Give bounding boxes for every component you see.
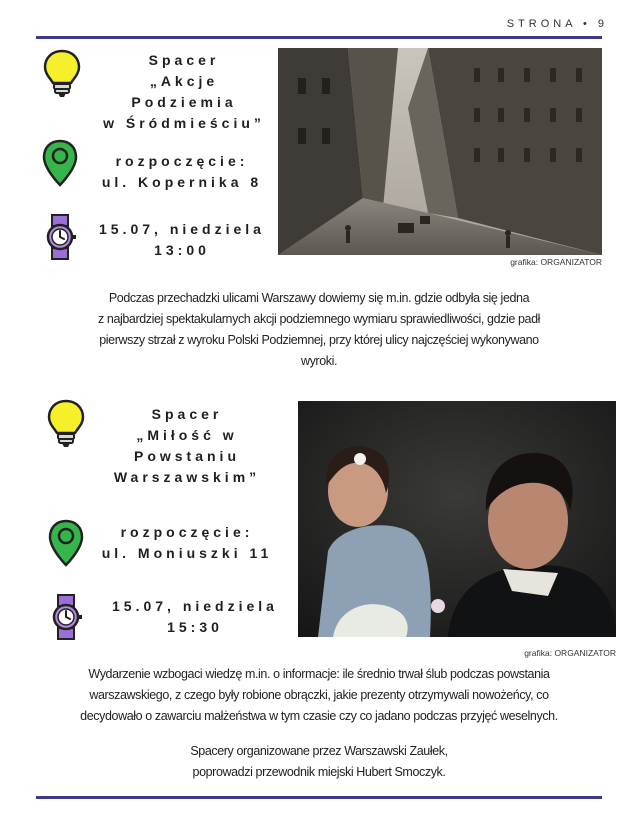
walk2-description: Wydarzenie wzbogaci wiedzę m.in. o informacje: ile średnio trwał ślub podczas powstania warszawskiego, z czego były robione obrączki, jakie prezenty otrzymywali nowożeńcy, co decydowało o zawarciu małżeństwa w tym czasie czy co jadano podczas przyjęć weselnych. <box>80 667 558 723</box>
walk1-title: Spacer „Akcje Podziemia w Śródmieściu” <box>103 52 265 131</box>
walk1-photo-old-warsaw-street <box>278 48 602 255</box>
wristwatch-icon <box>46 592 86 642</box>
lightbulb-icon <box>42 48 82 98</box>
walk2-title: Spacer „Miłość w Powstaniu Warszawskim” <box>113 406 261 485</box>
top-divider <box>36 36 602 39</box>
walk2-start-point: rozpoczęcie: ul. Moniuszki 11 <box>101 524 273 561</box>
bottom-divider <box>36 796 602 799</box>
walk1-date-time: 15.07, niedziela 13:00 <box>99 221 265 258</box>
page-number-label: STRONA • 9 <box>506 18 608 30</box>
walk1-start-point: rozpoczęcie: ul. Kopernika 8 <box>101 153 263 190</box>
walk1-photo-credit: grafika: ORGANIZATOR <box>510 257 602 267</box>
walk2-photo-credit: grafika: ORGANIZATOR <box>524 648 616 658</box>
walk1-description: Podczas przechadzki ulicami Warszawy dowiemy się m.in. gdzie odbyła się jedna z najbardziej spektakularnych akcji podziemnego wymiaru sprawiedliwości, gdzie padł pierwszy strzał z wyroku Polski Podziemnej, przy której ulicy najczęściej wykonywano wyroki. <box>97 291 541 368</box>
wristwatch-icon <box>40 212 80 262</box>
location-pin-icon <box>40 138 80 188</box>
organizer-note: Spacery organizowane przez Warszawski Zaułek, poprowadzi przewodnik miejski Hubert Smoczyk. <box>190 744 448 779</box>
walk2-date-time: 15.07, niedziela 15:30 <box>112 598 278 635</box>
location-pin-icon <box>46 518 86 568</box>
walk2-photo-couple <box>298 401 616 637</box>
lightbulb-icon <box>46 398 86 448</box>
